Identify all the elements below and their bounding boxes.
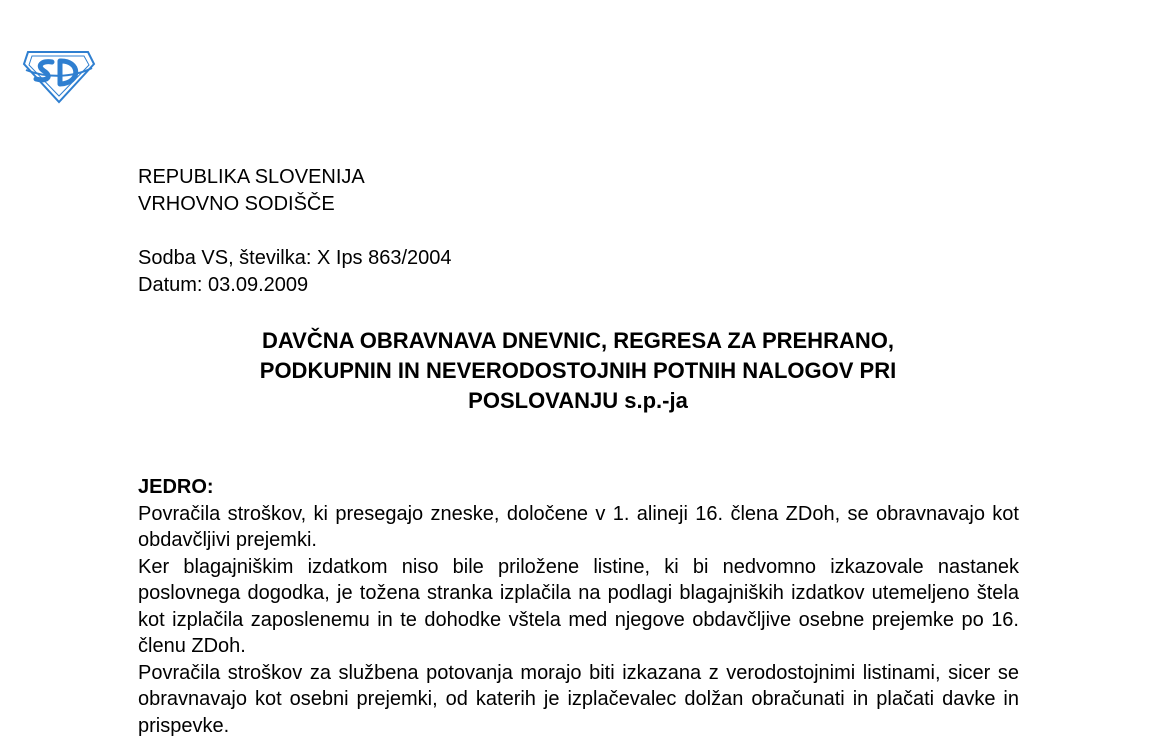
country-name: REPUBLIKA SLOVENIJA	[138, 166, 365, 188]
case-date: Datum: 03.09.2009	[138, 274, 309, 296]
core-paragraph: Povračila stroškov, ki presegajo zneske, določene v 1. alineji 16. člena ZDoh, se obravnavajo kot obdavčljivi prejemki.	[138, 502, 1019, 551]
court-header	[138, 164, 365, 218]
court-name: VRHOVNO SODIŠČE	[138, 193, 335, 215]
title-line: PODKUPNIN IN NEVERODOSTOJNIH POTNIH NALOGOV PRI	[259, 358, 897, 383]
core-paragraph: Ker blagajniškim izdatkom niso bile priložene listine, ki bi nedvomno izkazovale nastanek poslovnega dogodka, je tožena stranka izplačila na podlagi blagajniških izdatkov utemeljeno štela kot izplačila zaposlenemu in te dohodke vštela med njegove obdavčljive osebne prejemke po 16. členu ZDoh.	[138, 555, 1019, 657]
core-section	[138, 474, 1019, 739]
core-paragraph: Povračila stroškov za službena potovanja morajo biti izkazana z verodostojnimi listinami, sicer se obravnavajo kot osebni prejemki, od katerih je izplačevalec dolžan obračunati in plačati davke in prispevke.	[138, 661, 1019, 737]
core-heading: JEDRO:	[138, 476, 214, 498]
court-logo-icon	[22, 48, 96, 104]
case-info	[138, 245, 452, 299]
title-line: POSLOVANJU s.p.-ja	[468, 388, 688, 413]
document-title	[138, 326, 1018, 416]
title-line: DAVČNA OBRAVNAVA DNEVNIC, REGRESA ZA PREHRANO,	[262, 328, 894, 353]
case-number: Sodba VS, številka: X Ips 863/2004	[138, 247, 452, 269]
